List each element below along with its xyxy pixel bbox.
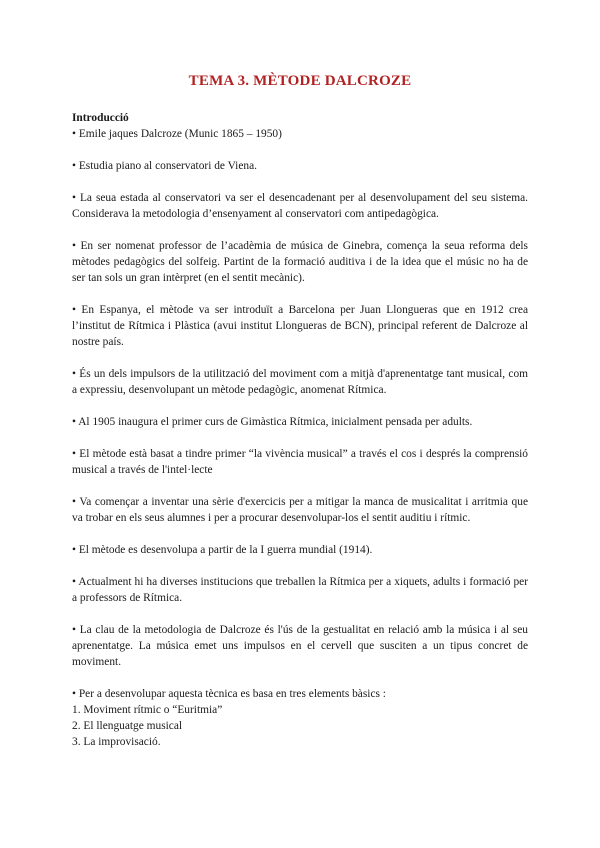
document-body: [72, 110, 528, 750]
paragraph-birth: • Emile jaques Dalcroze (Munic 1865 – 1950): [72, 128, 282, 140]
paragraph-1905: • Al 1905 inaugura el primer curs de Gimàstica Rítmica, inicialment pensada per adults.: [72, 416, 473, 428]
paragraph-institutions: • Actualment hi ha diverses institucions que treballen la Rítmica per a xiquets, adults i formació per a professors de Rítmica.: [72, 576, 528, 604]
paragraph-movement: • És un dels impulsors de la utilització del moviment com a mitjà d'aprenentatge tant musical, com a expressiu, desenvolupant un mètode pedagògic, anomenat Rítmica.: [72, 368, 528, 396]
list-item: 3. La improvisació.: [72, 736, 161, 748]
list-item: 1. Moviment rítmic o “Euritmia”: [72, 704, 223, 716]
paragraph-exercises: • Va començar a inventar una sèrie d'exercicis per a mitigar la manca de musicalitat i arritmia que va trobar en els seus alumnes i per a procurar desenvolupar-los el sentit auditiu i rítmic.: [72, 496, 528, 524]
list-item: 2. El llenguatge musical: [72, 720, 183, 732]
paragraph-ww1: • El mètode es desenvolupa a partir de la I guerra mundial (1914).: [72, 544, 373, 556]
paragraph-key: • La clau de la metodologia de Dalcroze és l'ús de la gestualitat en relació amb la música i al seu aprenentatge. La música emet uns impulsos en el cervell que susciten a un tipus concret de moviment.: [72, 624, 528, 668]
paragraph-geneva: • En ser nomenat professor de l’acadèmia de música de Ginebra, comença la seua reforma dels mètodes pedagògics del solfeig. Partint de la formació auditiva i de la idea que el músic no ha de ser tan sols un gran intèrpret (en el sentit mecànic).: [72, 240, 528, 284]
paragraph-conservatory: • La seua estada al conservatori va ser el desencadenant per al desenvolupament del seu sistema. Considerava la metodologia d’ensenyament al conservatori com antipedagògica.: [72, 192, 528, 220]
paragraph-method-basis: • El mètode està basat a tindre primer “la vivència musical” a través el cos i després la comprensió musical a través de l'intel·lecte: [72, 448, 528, 476]
paragraph-spain: • En Espanya, el mètode va ser introduït a Barcelona per Juan Llongueras que en 1912 crea l’institut de Rítmica i Plàstica (avui institut Llongueras de BCN), principal referent de Dalcroze al nostre país.: [72, 304, 528, 348]
page-title: TEMA 3. MÈTODE DALCROZE: [188, 73, 412, 89]
section-heading: Introducció: [72, 112, 129, 124]
elements-intro: • Per a desenvolupar aquesta tècnica es basa en tres elements bàsics :: [72, 688, 386, 700]
paragraph-studies: • Estudia piano al conservatori de Viena.: [72, 160, 257, 172]
